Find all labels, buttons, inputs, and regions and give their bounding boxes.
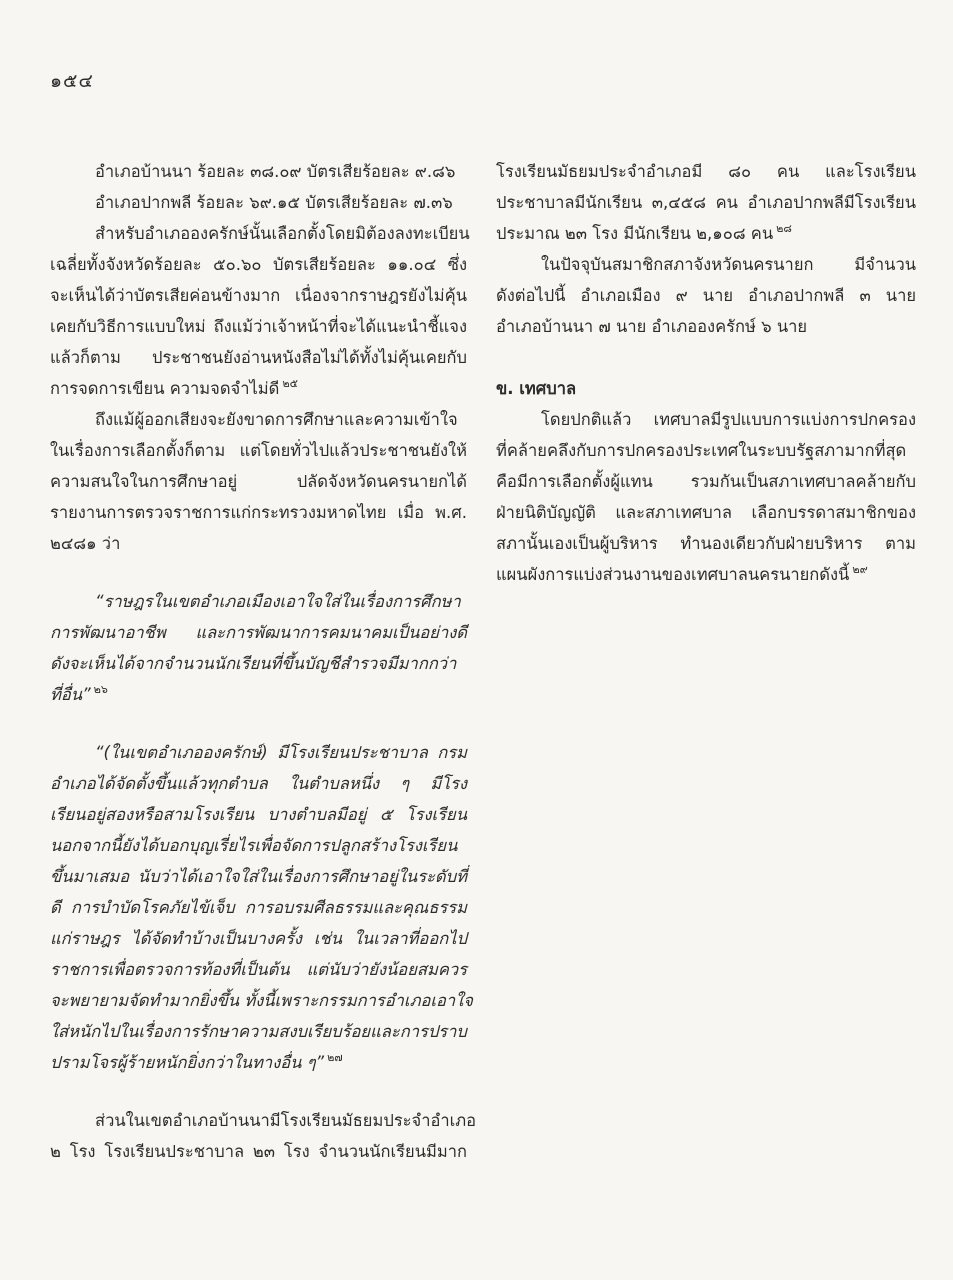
paragraph-line xyxy=(496,559,916,590)
paragraph-line: รายงานการตรวจราชการแก่กระทรวงมหาดไทย เมื่อ พ.ศ. xyxy=(50,503,467,522)
quote-line: ดังจะเห็นได้จากจำนวนนักเรียนที่ขึ้นบัญชีสำรวจมีมากกว่า xyxy=(50,654,457,673)
quote-text: ปรามโจรผู้ร้ายหนักยิ่งกว่าในทางอื่น ๆ” xyxy=(50,1053,325,1072)
page-number: ๑๕๔ xyxy=(50,70,94,92)
paragraph-line: ที่คล้ายคลึงกับการปกครองประเทศในระบบรัฐสภามากที่สุด xyxy=(496,441,907,460)
paragraph-line: เคยกับวิธีการแบบใหม่ ถึงแม้ว่าเจ้าหน้าที่จะได้แนะนำชี้แจง xyxy=(50,317,467,336)
paragraph-line: ในเรื่องการเลือกตั้งก็ตาม แต่โดยทั่วไปแล้วประชาชนยังให้ xyxy=(50,441,467,460)
footnote-marker: ๒๘ xyxy=(776,222,792,235)
quote-line: อำเภอได้จัดตั้งขึ้นแล้วทุกตำบล ในตำบลหนึ่ง ๆ มีโรง xyxy=(50,774,467,793)
quote-line: “ราษฎรในเขตอำเภอเมืองเอาใจใส่ในเรื่องการศึกษา xyxy=(95,592,461,611)
paragraph-line: อำเภอบ้านนา ร้อยละ ๓๘.๐๙ บัตรเสียร้อยละ ๙.๘๖ xyxy=(95,162,456,181)
paragraph-line xyxy=(496,218,916,249)
quote-line: นอกจากนี้ยังได้บอกบุญเรี่ยไรเพื่อจัดการปลูกสร้างโรงเรียน xyxy=(50,836,458,855)
quote-line: การพัฒนาอาชีพ และการพัฒนาการคมนาคมเป็นอย่างดี xyxy=(50,623,467,642)
quote-line: เรียนอยู่สองหรือสามโรงเรียน บางตำบลมีอยู่ ๕ โรงเรียน xyxy=(50,805,467,824)
footnote-marker: ๒๗ xyxy=(327,1051,343,1064)
paragraph-line: อำเภอบ้านนา ๗ นาย อำเภอองครักษ์ ๖ นาย xyxy=(496,317,808,336)
paragraph-line: ถึงแม้ผู้ออกเสียงจะยังขาดการศึกษาและความเข้าใจ xyxy=(95,410,458,429)
quote-text: ที่อื่น” xyxy=(50,685,91,704)
paragraph-line: แล้วก็ตาม ประชาชนยังอ่านหนังสือไม่ได้ทั้งไม่คุ้นเคยกับ xyxy=(50,348,467,367)
quote-line: จะพยายามจัดทำมากยิ่งขึ้น ทั้งนี้เพราะกรรมการอำเภอเอาใจ xyxy=(50,991,473,1010)
footnote-marker: ๒๖ xyxy=(93,683,108,696)
paragraph-line: จะเห็นได้ว่าบัตรเสียค่อนข้างมาก เนื่องจากราษฎรยังไม่คุ้น xyxy=(50,286,467,305)
quote-line: ดี การบำบัดโรคภัยไข้เจ็บ การอบรมศีลธรรมและคุณธรรม xyxy=(50,898,467,917)
paragraph-line: ความสนใจในการศึกษาอยู่ ปลัดจังหวัดนครนายกได้ xyxy=(50,472,467,491)
right-column xyxy=(496,156,916,590)
paragraph-line: โรงเรียนมัธยมประจำอำเภอมี ๘๐ คน และโรงเรียน xyxy=(496,162,916,181)
paragraph-line: สภานั้นเองเป็นผู้บริหาร ทำนองเดียวกับฝ่ายบริหาร ตาม xyxy=(496,534,916,553)
paragraph-line: โดยปกติแล้ว เทศบาลมีรูปแบบการแบ่งการปกครอง xyxy=(541,410,916,429)
paragraph-line: ในปัจจุบันสมาชิกสภาจังหวัดนครนายก มีจำนวน xyxy=(541,255,916,274)
paragraph-text: แผนผังการแบ่งส่วนงานของเทศบาลนครนายกดังนี้ xyxy=(496,565,850,584)
paragraph-text: การจดการเขียน ความจดจำไม่ดี xyxy=(50,379,280,398)
paragraph-line: สำหรับอำเภอองครักษ์นั้นเลือกตั้งโดยมิต้องลงทะเบียน xyxy=(95,224,470,243)
paragraph-line: ดังต่อไปนี้ อำเภอเมือง ๙ นาย อำเภอปากพลี ๓ นาย xyxy=(496,286,916,305)
quote-line: แก่ราษฎร ได้จัดทำบ้างเป็นบางครั้ง เช่น ในเวลาที่ออกไป xyxy=(50,929,467,948)
quote-line xyxy=(50,679,467,710)
paragraph-text: ประมาณ ๒๓ โรง มีนักเรียน ๒,๑๐๘ คน xyxy=(496,224,774,243)
left-column xyxy=(50,156,477,1167)
paragraph-line: ส่วนในเขตอำเภอบ้านนามีโรงเรียนมัธยมประจำอำเภอ xyxy=(95,1111,477,1130)
quote-line: ใส่หนักไปในเรื่องการรักษาความสงบเรียบร้อยและการปราบ xyxy=(50,1022,467,1041)
quote-line xyxy=(50,1047,467,1078)
quote-line: “(ในเขตอำเภอองครักษ์) มีโรงเรียนประชาบาล กรม xyxy=(95,743,467,762)
paragraph-line: ๒ โรง โรงเรียนประชาบาล ๒๓ โรง จำนวนนักเรียนมีมาก xyxy=(50,1142,467,1161)
quote-line: ขึ้นมาเสมอ นับว่าได้เอาใจใส่ในเรื่องการศึกษาอยู่ในระดับที่ xyxy=(50,867,467,886)
section-heading: ข. เทศบาล xyxy=(496,379,577,398)
paragraph-line: เฉลี่ยทั้งจังหวัดร้อยละ ๕๐.๖๐ บัตรเสียร้อยละ ๑๑.๐๔ ซึ่ง xyxy=(50,255,467,274)
quote-line: ราชการเพื่อตรวจการท้องที่เป็นต้น แต่นับว่ายังน้อยสมควร xyxy=(50,960,467,979)
paragraph-line: ๒๔๘๑ ว่า xyxy=(50,534,121,553)
paragraph-line: ประชาบาลมีนักเรียน ๓,๔๕๘ คน อำเภอปากพลีมีโรงเรียน xyxy=(496,193,916,212)
footnote-marker: ๒๙ xyxy=(852,563,868,576)
paragraph-line xyxy=(50,373,467,404)
paragraph-line: ฝ่ายนิติบัญญัติ และสภาเทศบาล เลือกบรรดาสมาชิกของ xyxy=(496,503,916,522)
footnote-marker: ๒๕ xyxy=(282,377,298,390)
paragraph-line: อำเภอปากพลี ร้อยละ ๖๙.๑๕ บัตรเสียร้อยละ ๗.๓๖ xyxy=(95,193,453,212)
paragraph-line: คือมีการเลือกตั้งผู้แทน รวมกันเป็นสภาเทศบาลคล้ายกับ xyxy=(496,472,916,491)
